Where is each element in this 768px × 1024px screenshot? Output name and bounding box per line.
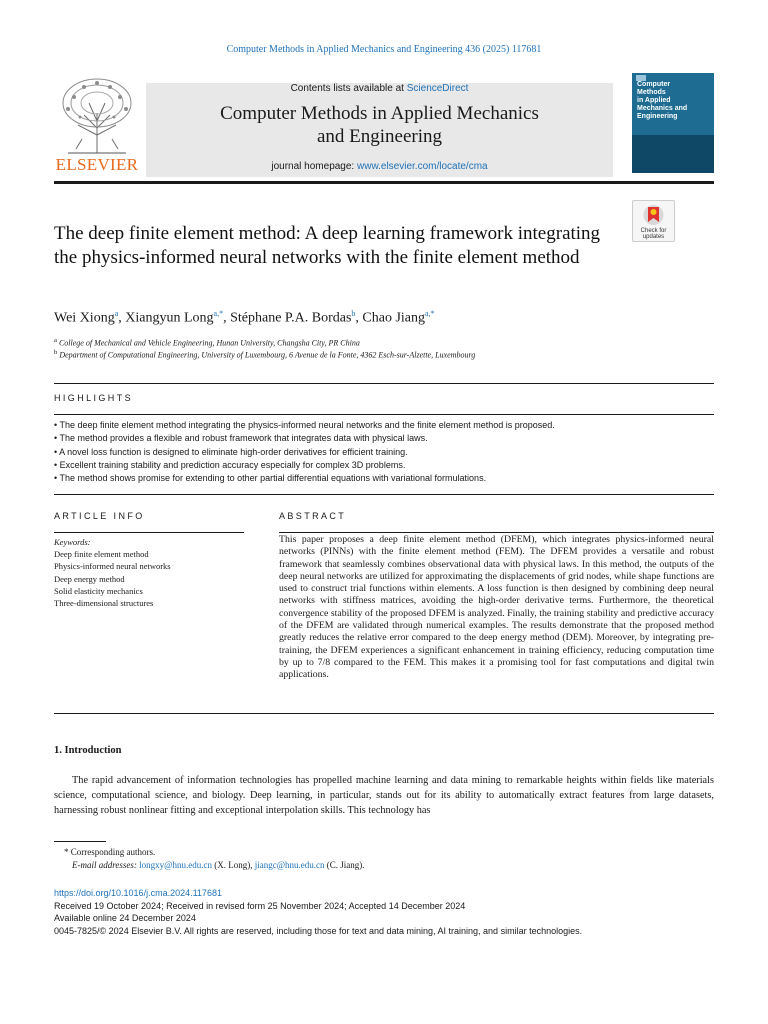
keyword[interactable]: Physics-informed neural networks	[54, 561, 171, 572]
article-title: The deep finite element method: A deep learning framework integrating the physics-informed neural networks with the finite element method	[54, 223, 601, 268]
journal-title-line1: Computer Methods in Applied Mechanics	[220, 103, 539, 124]
badge-label	[633, 228, 674, 240]
copyright: 0045-7825/© 2024 Elsevier B.V. All rights are reserved, including those for text and data mining, AI training, and similar technologies.	[54, 925, 583, 936]
affiliation-text: Department of Computational Engineering, University of Luxembourg, 6 Avenue de la Fonte, 4362 Esch-sur-Alzette, Luxembourg	[59, 350, 476, 360]
check-for-updates-badge[interactable]	[632, 200, 675, 242]
keyword[interactable]: Solid elasticity mechanics	[54, 585, 143, 596]
author-name[interactable]: Wei Xiong	[54, 310, 115, 326]
list-item: • The method shows promise for extending to other partial differential equations with variational formulations.	[54, 473, 487, 484]
homepage-link[interactable]: www.elsevier.com/locate/cma	[357, 161, 488, 172]
email-label: E-mail addresses:	[72, 860, 140, 870]
cover-title-line: in Applied	[637, 97, 671, 104]
email-owner: (X. Long),	[211, 860, 255, 870]
keywords-block	[54, 536, 244, 609]
list-item: • Excellent training stability and prediction accuracy especially for complex 3D problems.	[54, 459, 406, 470]
abstract-text: This paper proposes a deep finite element method (DFEM), which integrates physics-informed neural networks (PINNs) with the finite element method (FEM). The DFEM provides a versatile and robust framework that seamlessly combines observational data with physical laws. In this method, the outputs of the deep neural networks are utilized for approximating the displacements of grid nodes, while shape functions are used to construct trial functions within elements. A loss function is then designed by combining deep neural networks with stiffness matrices, avoiding the high-order derivative terms. Furthermore, the theoretical convergence stability of the proposed DFEM is analyzed. Finally, the training stability and predictive accuracy of the DFEM are validated through numerical examples. The results demonstrate that the proposed method greatly reduces the relative error compared to the deep energy method (DEM). Moreover, by integrating pre-training, the DFEM experiences a significant enhancement in training efficiency, reducing computation time by up to 7/8 compared to the FEM. This makes it a promising tool for fast computations and digital twin applications.	[279, 534, 714, 681]
doi-link[interactable]: https://doi.org/10.1016/j.cma.2024.117681	[54, 888, 222, 898]
affiliation-marker: a	[54, 337, 57, 344]
cover-title-line: Engineering	[637, 113, 678, 120]
received-dates: Received 19 October 2024; Received in revised form 25 November 2024; Accepted 14 December 2024	[54, 900, 466, 911]
section-heading: 1. Introduction	[54, 745, 122, 756]
journal-title-line2: and Engineering	[316, 126, 443, 147]
highlight-text: The deep finite element method integrating the physics-informed neural networks and the finite element method is proposed.	[59, 420, 555, 430]
highlight-text: The method provides a flexible and robust framework that integrates data with physical laws.	[59, 433, 428, 444]
affiliation-marker: b	[54, 349, 58, 356]
corresponding-note: * Corresponding authors.	[64, 847, 156, 857]
divider	[54, 532, 244, 533]
divider	[54, 494, 714, 495]
badge-label-line1: Check for	[640, 228, 667, 234]
divider	[54, 414, 714, 415]
email-note	[54, 859, 714, 872]
highlight-text: Excellent training stability and prediction accuracy especially for complex 3D problems.	[59, 459, 406, 470]
list-item: • The method provides a flexible and robust framework that integrates data with physical laws.	[54, 433, 428, 444]
email-owner: (C. Jiang).	[324, 860, 365, 870]
list-item: • A novel loss function is designed to eliminate high-order derivatives for efficient training.	[54, 446, 408, 457]
journal-cover[interactable]	[632, 73, 714, 173]
author-name[interactable]: Stéphane P.A. Bordas	[230, 310, 352, 326]
journal-info-box	[146, 83, 613, 177]
highlight-text: The method shows promise for extending to other partial differential equations with variational formulations.	[59, 473, 487, 484]
email-link[interactable]: longxy@hnu.edu.cn	[139, 860, 212, 870]
footnote-divider	[54, 841, 106, 842]
divider	[279, 532, 714, 533]
homepage-line	[146, 161, 613, 172]
footnotes	[54, 846, 714, 872]
cover-title	[637, 81, 687, 121]
available-date: Available online 24 December 2024	[54, 913, 196, 923]
affiliation-text: College of Mechanical and Vehicle Engineering, Hunan University, Changsha City, PR China	[58, 338, 360, 348]
header-divider	[54, 181, 714, 184]
author-affil-marker[interactable]: a,*	[213, 309, 224, 318]
list-item: • The deep finite element method integrating the physics-informed neural networks and the finite element method is proposed.	[54, 420, 555, 430]
author-affil-marker[interactable]: b	[351, 309, 356, 318]
publication-info	[54, 887, 734, 937]
affiliation	[54, 349, 694, 360]
publisher-name: ELSEVIER	[55, 155, 139, 174]
badge-label-line2: updates	[642, 234, 665, 240]
affiliation	[54, 337, 694, 348]
keyword[interactable]: Deep finite element method	[54, 549, 149, 560]
divider	[54, 713, 714, 714]
author-list: Wei Xiong$^a$, Xiangyun Long$^{a,*}$, Stéphane P.A. Bordas$^b$, Chao Jiang$^{a,*}$	[54, 309, 435, 326]
cover-title-line: Mechanics and	[637, 105, 688, 112]
keywords-label: Keywords:	[54, 537, 91, 547]
cover-title-line: Computer	[637, 81, 671, 88]
bookmark-icon	[633, 201, 674, 229]
contents-line	[146, 83, 613, 94]
email-link[interactable]: jiangc@hnu.edu.cn	[254, 860, 325, 870]
author-affil-marker[interactable]: a	[114, 309, 119, 318]
keyword[interactable]: Three-dimensional structures	[54, 598, 154, 609]
tree-icon	[54, 73, 140, 157]
intro-text: The rapid advancement of information technologies has propelled machine learning and data mining to remarkable heights within fields like materials science, computational science, and biology. Deep learning, in particular, stands out for its ability to automatically extract features from large datasets, harnessing robust nonlinear fitting and exceptional interpolation skills. This technology has	[54, 775, 714, 816]
corresponding-text: Corresponding authors.	[70, 847, 156, 857]
highlight-text: A novel loss function is designed to eliminate high-order derivatives for efficient training.	[59, 446, 408, 457]
highlights-list	[54, 419, 714, 485]
journal-title	[146, 102, 613, 148]
author-affil-marker[interactable]: a,*	[425, 309, 435, 318]
journal-reference[interactable]: Computer Methods in Applied Mechanics and Engineering 436 (2025) 117681	[226, 44, 542, 55]
sciencedirect-link[interactable]: ScienceDirect	[406, 83, 469, 94]
author-name[interactable]: Chao Jiang	[362, 310, 426, 326]
homepage-prefix: journal homepage:	[271, 161, 357, 172]
intro-paragraph	[54, 773, 714, 818]
divider	[54, 383, 714, 384]
elsevier-logo[interactable]	[54, 73, 140, 177]
highlights-label: HIGHLIGHTS	[54, 393, 134, 403]
cover-title-line: Methods	[637, 89, 666, 96]
journal-header	[54, 73, 714, 177]
abstract-label: ABSTRACT	[279, 511, 347, 521]
cover-image-band	[632, 135, 714, 173]
article-info-label: ARTICLE INFO	[54, 511, 145, 521]
keyword[interactable]: Deep energy method	[54, 573, 125, 584]
contents-prefix: Contents lists available at	[290, 83, 407, 94]
author-name[interactable]: Xiangyun Long	[125, 310, 214, 326]
